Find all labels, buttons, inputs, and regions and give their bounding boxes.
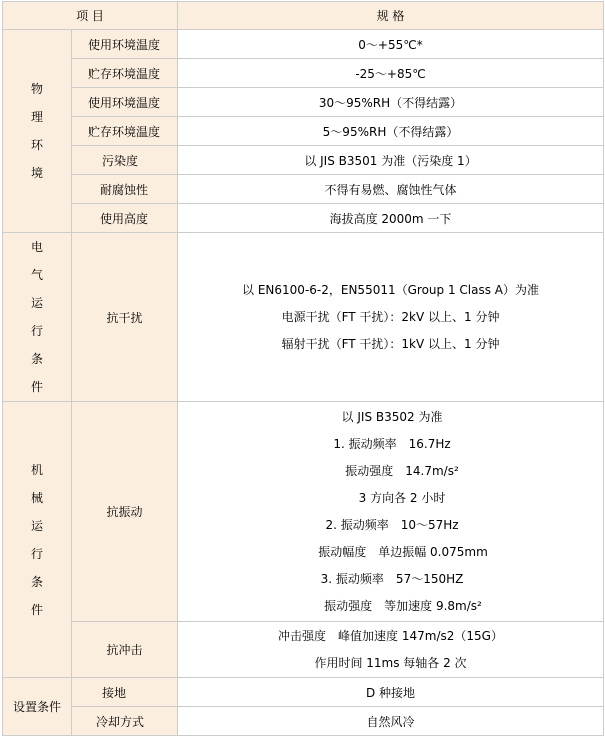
category-char: 运 — [30, 296, 43, 310]
row-label: 污染度 — [72, 146, 178, 175]
category-char: 件 — [30, 602, 43, 617]
table-row — [3, 707, 604, 736]
row-label: 冷却方式 — [72, 707, 178, 736]
row-label: 使用环境温度 — [72, 88, 178, 117]
row-label: 抗冲击 — [72, 622, 178, 678]
row-value: D 种接地 — [178, 678, 604, 707]
row-value: 0～+55℃* — [178, 30, 604, 59]
table-row — [3, 175, 604, 204]
table-row — [3, 402, 604, 622]
row-label: 接地 — [72, 678, 178, 707]
row-label: 使用环境温度 — [72, 30, 178, 59]
table-row — [3, 30, 604, 59]
category-char: 条 — [30, 574, 43, 589]
category-char: 电 — [30, 240, 43, 254]
row-value: 自然风冷 — [178, 707, 604, 736]
category-installation: 设置条件 — [3, 678, 72, 736]
spec-table — [2, 1, 604, 736]
category-char: 行 — [30, 546, 43, 561]
table-row — [3, 88, 604, 117]
row-value: 5～95%RH（不得结露） — [178, 117, 604, 146]
category-char: 境 — [30, 166, 43, 180]
row-value: 30～95%RH（不得结露） — [178, 88, 604, 117]
category-char: 条 — [30, 352, 43, 366]
row-label: 抗振动 — [72, 402, 178, 622]
row-value — [178, 233, 604, 402]
table-row — [3, 59, 604, 88]
row-label: 贮存环境温度 — [72, 59, 178, 88]
category-char: 件 — [30, 380, 43, 394]
header-spec: 规 格 — [178, 2, 604, 30]
spec-line: 1. 振动频率 16.7Hz — [333, 436, 451, 451]
table-row — [3, 622, 604, 678]
spec-line: 冲击强度 峰值加速度 147m/s2（15G） — [278, 628, 503, 643]
category-char: 机 — [30, 462, 43, 477]
category-char: 行 — [30, 324, 43, 338]
row-value: 不得有易燃、腐蚀性气体 — [178, 175, 604, 204]
category-char: 械 — [30, 490, 43, 505]
spec-line: 以 JIS B3502 为准 — [341, 409, 443, 424]
spec-line: 电源干扰（FT 干扰）：2kV 以上、1 分钟 — [281, 309, 500, 324]
spec-line: 振动强度 等加速度 9.8m/s² — [324, 598, 482, 613]
header-item: 项 目 — [3, 2, 178, 30]
row-value: 以 JIS B3501 为准（污染度 1） — [178, 146, 604, 175]
table-row — [3, 233, 604, 402]
spec-line: 振动幅度 单边振幅 0.075mm — [318, 544, 488, 559]
category-char: 环 — [30, 138, 43, 152]
table-row — [3, 204, 604, 233]
spec-line: 以 EN6100-6-2，EN55011（Group 1 Class A）为准 — [242, 282, 539, 297]
category-physical — [3, 30, 72, 233]
table-row — [3, 146, 604, 175]
spec-line: 3 方向各 2 小时 — [358, 490, 446, 505]
spec-line: 辐射干扰（FT 干扰）：1kV 以上、1 分钟 — [281, 336, 500, 351]
category-char: 理 — [30, 110, 43, 124]
row-label: 耐腐蚀性 — [72, 175, 178, 204]
row-value: 海拔高度 2000m 一下 — [178, 204, 604, 233]
category-char: 物 — [30, 82, 43, 96]
category-char: 气 — [30, 268, 43, 282]
header-row — [3, 2, 604, 30]
spec-line: 3. 振动频率 57～150HZ — [320, 571, 464, 586]
spec-line: 振动强度 14.7m/s² — [345, 463, 459, 478]
category-char: 运 — [30, 518, 43, 533]
table-row — [3, 678, 604, 707]
row-label: 使用高度 — [72, 204, 178, 233]
row-value — [178, 402, 604, 622]
row-value — [178, 622, 604, 678]
spec-line: 作用时间 11ms 每轴各 2 次 — [314, 655, 467, 670]
row-label: 抗干扰 — [72, 233, 178, 402]
row-value: -25～+85℃ — [178, 59, 604, 88]
category-mechanical — [3, 402, 72, 678]
row-label: 贮存环境温度 — [72, 117, 178, 146]
spec-line: 2. 振动频率 10～57Hz — [325, 517, 459, 532]
table-row — [3, 117, 604, 146]
category-electrical — [3, 233, 72, 402]
